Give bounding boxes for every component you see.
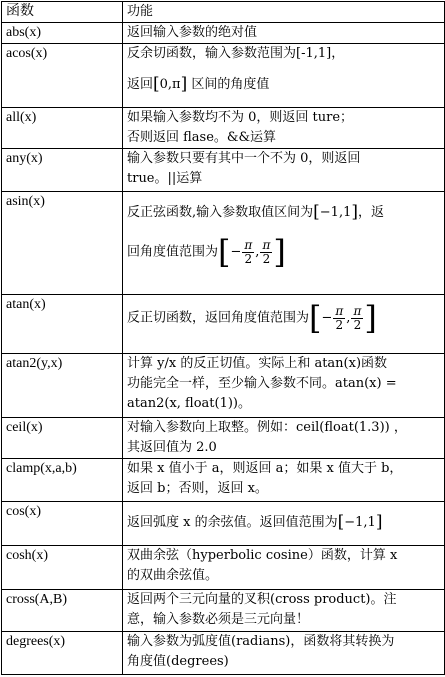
function-description: 反正切函数，返回角度值范围为[− $\frac{\pi}{2}$ , $\frac{\pi}{2}$ ]	[123, 295, 445, 354]
function-table	[1, 1, 445, 675]
table-row	[2, 44, 445, 108]
function-description: 反余切函数，输入参数范围为[-1,1]， 返回[0,π] 区间的角度值	[123, 44, 445, 108]
function-name: abs(x)	[2, 23, 123, 44]
function-description: 如果 x 值小于 a，则返回 a；如果 x 值大于 b， 返回 b；否则，返回 x。	[123, 459, 445, 502]
math-interval: 0,π	[159, 77, 181, 92]
function-name: degrees(x)	[2, 632, 123, 675]
function-name: atan2(y,x)	[2, 354, 123, 418]
function-description: 返回输入参数的绝对值	[123, 23, 445, 44]
function-name: cross(A,B)	[2, 590, 123, 632]
table-header-row	[2, 2, 445, 23]
function-description: 输入参数为弧度值(radians)，函数将其转换为 角度值(degrees)	[123, 632, 445, 675]
table-row	[2, 632, 445, 675]
function-description: 返回弧度 x 的余弦值。返回值范围为[−1,1]	[123, 502, 445, 546]
header-description: 功能	[123, 2, 445, 23]
function-name: cosh(x)	[2, 546, 123, 590]
header-function: 函数	[2, 2, 123, 23]
math-interval: −1,1	[344, 515, 376, 530]
math-fraction: $\frac{\pi}{2}$	[353, 303, 362, 332]
function-description: 双曲余弦（hyperbolic cosine）函数，计算 x 的双曲余弦值。	[123, 546, 445, 590]
math-fraction: $\frac{\pi}{2}$	[244, 237, 253, 266]
function-name: all(x)	[2, 108, 123, 149]
function-name: acos(x)	[2, 44, 123, 108]
table-row	[2, 590, 445, 632]
table-row	[2, 546, 445, 590]
function-description: 计算 y/x 的反正切值。实际上和 atan(x)函数 功能完全一样，至少输入参数不同。atan(x) = atan2(x, float(1))。	[123, 354, 445, 418]
table-row	[2, 502, 445, 546]
table-row	[2, 459, 445, 502]
function-name: any(x)	[2, 149, 123, 192]
function-description: 返回两个三元向量的叉积(cross product)。注 意，输入参数必须是三元向量！	[123, 590, 445, 632]
function-description: 对输入参数向上取整。例如：ceil(float(1.3)) ， 其返回值为 2.0	[123, 418, 445, 459]
table-row	[2, 354, 445, 418]
math-fraction: $\frac{\pi}{2}$	[335, 303, 344, 332]
function-name: atan(x)	[2, 295, 123, 354]
function-name: clamp(x,a,b)	[2, 459, 123, 502]
function-description: 如果输入参数均不为 0，则返回 ture； 否则返回 flase。&&运算	[123, 108, 445, 149]
function-name: asin(x)	[2, 192, 123, 295]
function-name: cos(x)	[2, 502, 123, 546]
table-row	[2, 418, 445, 459]
math-fraction: $\frac{\pi}{2}$	[262, 237, 271, 266]
function-name: ceil(x)	[2, 418, 123, 459]
table-row	[2, 192, 445, 295]
table-row	[2, 149, 445, 192]
table-row	[2, 108, 445, 149]
math-interval: −1,1	[319, 205, 352, 220]
table-row	[2, 295, 445, 354]
function-description: 输入参数只要有其中一个不为 0，则返回 true。||运算	[123, 149, 445, 192]
table-row	[2, 23, 445, 44]
function-description: 反正弦函数,输入参数取值区间为[−1,1]，返 回角度值范围为[− $\frac{\pi}{2}$ , $\frac{\pi}{2}$ ]	[123, 192, 445, 295]
